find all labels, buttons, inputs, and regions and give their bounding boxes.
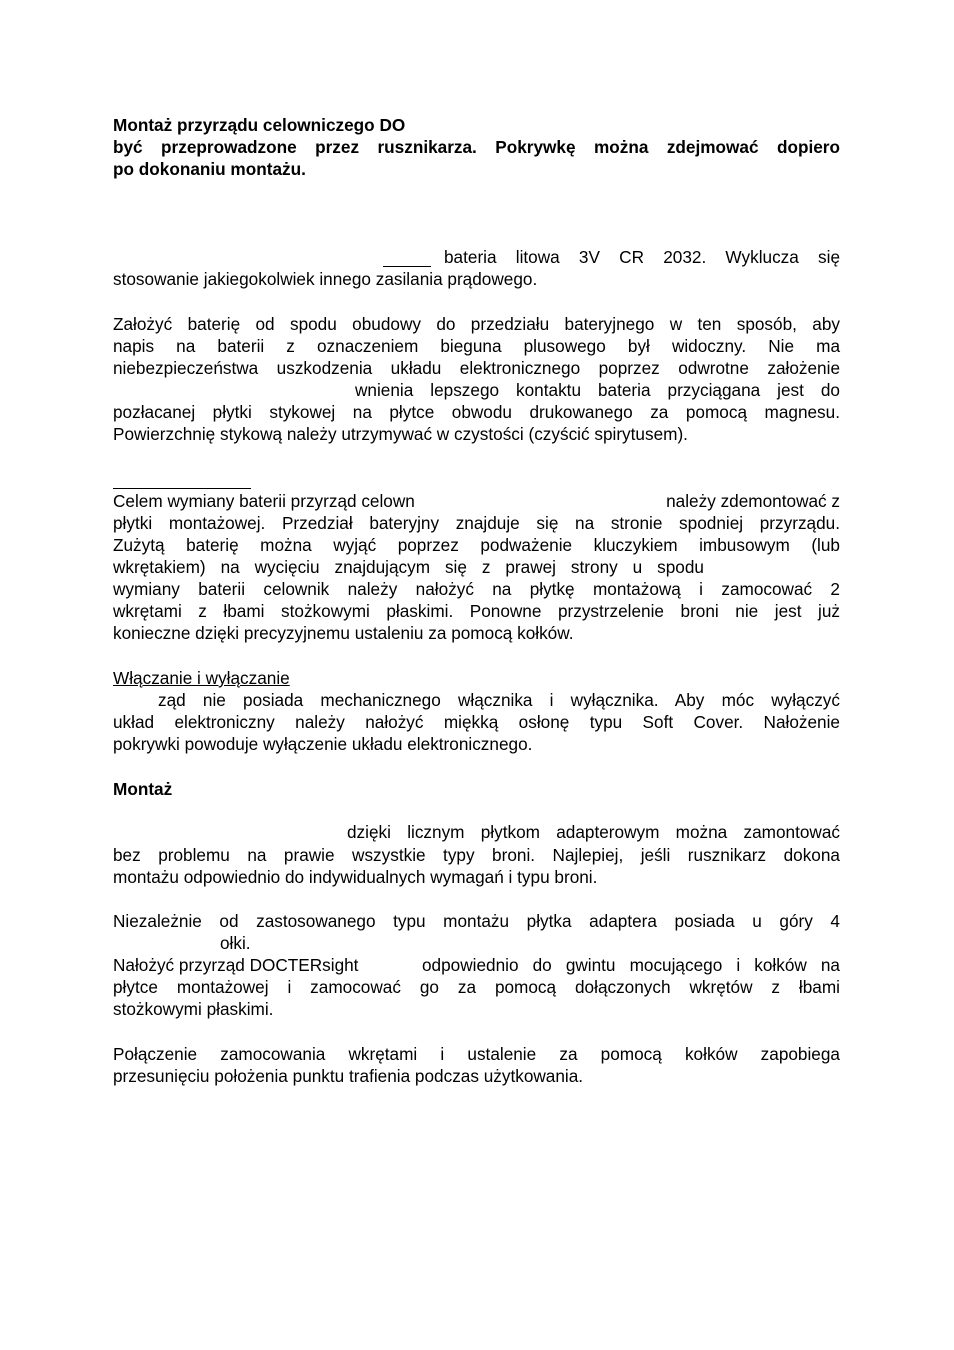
replace-line-3: Zużytą baterię można wyjąć poprzez podważenie kluczykiem imbusowym (lub [113, 535, 840, 555]
insert-line-1: Założyć baterię od spodu obudowy do przedziału bateryjnego w ten sposób, aby [113, 314, 840, 334]
mounting-p2-line-5: stożkowymi płaskimi. [113, 999, 274, 1019]
section-underline [113, 488, 251, 489]
replace-line-6: wkrętami z łbami stożkowymi płaskimi. Ponowne przystrzelenie broni nie jest już [113, 601, 840, 621]
mounting-heading: Montaż [113, 779, 173, 799]
insert-line-5: pozłacanej płytki stykowej na płytce obwodu drukowanego za pomocą magnesu. [113, 402, 840, 422]
replace-line-1b: należy zdemontować z [666, 491, 840, 511]
switching-line-3: pokrywki powoduje wyłączenie układu elektronicznego. [113, 734, 533, 754]
replace-line-5: wymiany baterii celownik należy nałożyć na płytkę montażową i zamocować 2 [113, 579, 840, 599]
replace-line-4: wkrętakiem) na wycięciu znajdującym się z prawej strony u spodu [113, 557, 704, 577]
mounting-p1-line-2: bez problemu na prawie wszystkie typy broni. Najlepiej, jeśli rusznikarz dokona [113, 845, 840, 865]
warning-line-3: po dokonaniu montażu. [113, 159, 306, 179]
mounting-p2-line-3a: Nałożyć przyrząd DOCTERsight [113, 955, 359, 975]
replace-line-7: konieczne dzięki precyzyjnemu ustaleniu za pomocą kołków. [113, 623, 574, 643]
mounting-p1-line-3: montażu odpowiednio do indywidualnych wymagań i typu broni. [113, 867, 598, 887]
replace-line-2: płytki montażowej. Przedział bateryjny znajduje się na stronie spodniej przyrządu. [113, 513, 840, 533]
warning-line-2: być przeprowadzone przez rusznikarza. Pokrywkę można zdejmować dopiero [113, 137, 840, 157]
switching-line-2: układ elektroniczny należy nałożyć miękką osłonę typu Soft Cover. Nałożenie [113, 712, 840, 732]
mounting-p2-line-1: Niezależnie od zastosowanego typu montażu płytka adaptera posiada u góry 4 [113, 911, 840, 931]
mounting-p2-line-4: płytce montażowej i zamocować go za pomocą dołączonych wkrętów z łbami [113, 977, 840, 997]
insert-line-2: napis na baterii z oznaczeniem bieguna plusowego był widoczny. Nie ma [113, 336, 840, 356]
battery-line-1: bateria litowa 3V CR 2032. Wyklucza się [444, 247, 840, 267]
mounting-p3-line-1: Połączenie zamocowania wkrętami i ustalenie za pomocą kołków zapobiega [113, 1044, 840, 1064]
insert-line-4: wnienia lepszego kontaktu bateria przyciągana jest do [355, 380, 840, 400]
insert-line-3: niebezpieczeństwa uszkodzenia układu elektronicznego poprzez odwrotne założenie [113, 358, 840, 378]
replace-line-1a: Celem wymiany baterii przyrząd celown [113, 491, 415, 511]
switching-line-1: ząd nie posiada mechanicznego włącznika i wyłącznika. Aby móc wyłączyć [158, 690, 840, 710]
switching-heading: Włączanie i wyłączanie [113, 668, 290, 688]
blank-underline [383, 266, 431, 267]
battery-line-2: stosowanie jakiegokolwiek innego zasilania prądowego. [113, 269, 538, 289]
insert-line-6: Powierzchnię stykową należy utrzymywać w czystości (czyścić spirytusem). [113, 424, 688, 444]
mounting-p3-line-2: przesunięciu położenia punktu trafienia podczas użytkowania. [113, 1066, 584, 1086]
warning-line-1: Montaż przyrządu celowniczego DO [113, 115, 406, 135]
mounting-p1-line-1: dzięki licznym płytkom adapterowym można zamontować [347, 822, 840, 842]
mounting-p2-line-2: ołki. [220, 933, 251, 953]
mounting-p2-line-3b: odpowiednio do gwintu mocującego i kołków na [422, 955, 840, 975]
